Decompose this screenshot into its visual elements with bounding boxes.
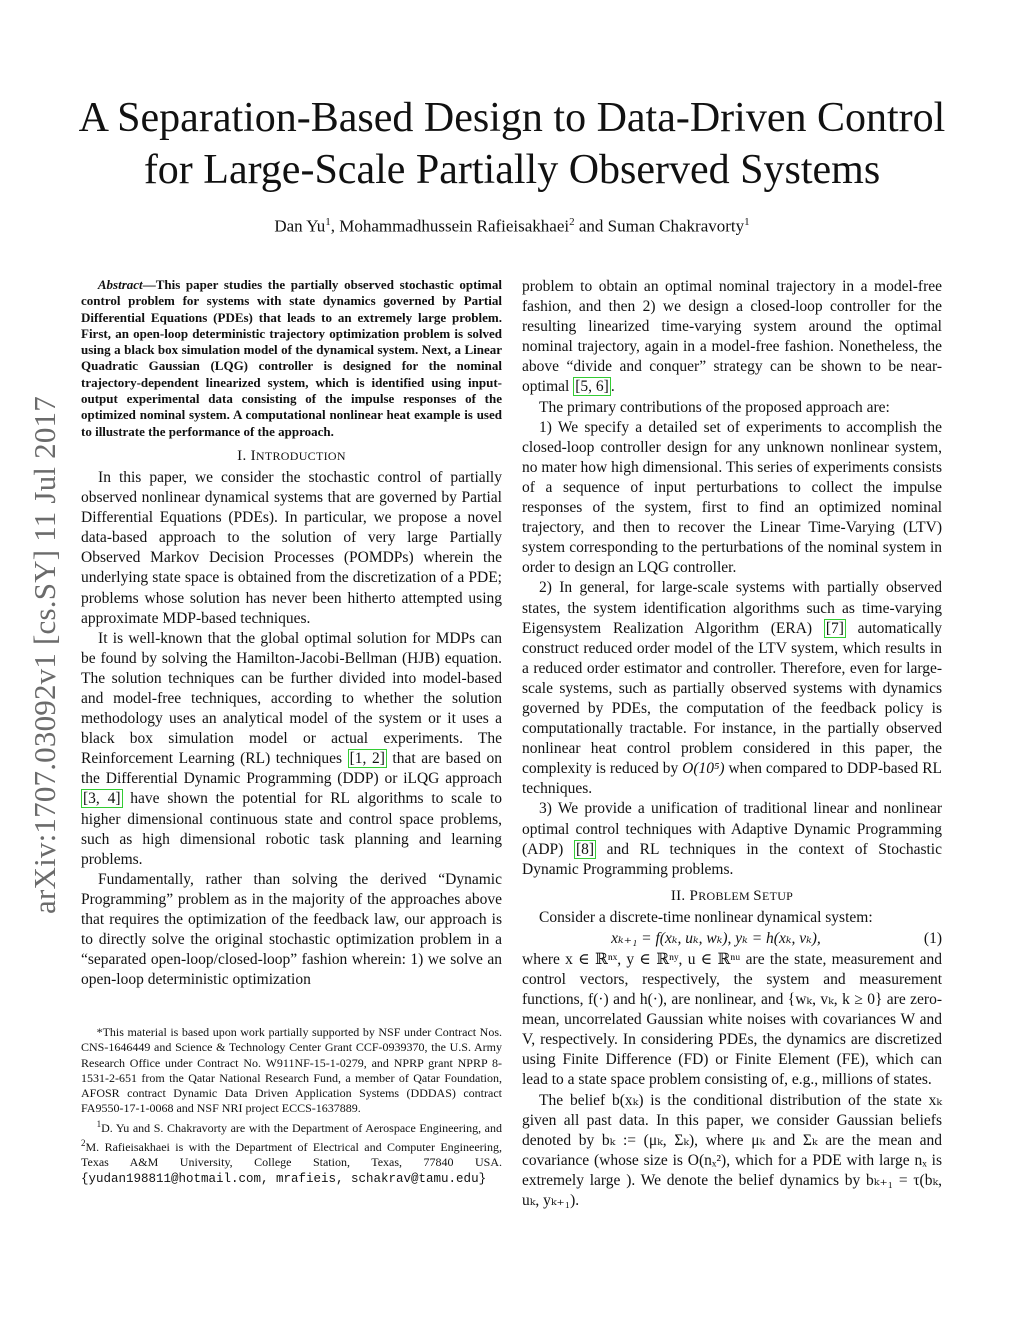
contribution-item	[522, 799, 942, 879]
section-title-rest: NTRODUCTION	[255, 448, 346, 463]
abstract-dash: —	[142, 277, 156, 292]
equation-body: xₖ₊₁ = f(xₖ, uₖ, wₖ), yₖ = h(xₖ, vₖ),	[611, 929, 821, 947]
footnotes	[81, 1025, 502, 1187]
paragraph-text: It is well-known that the global optimal solution for MDPs can be found by solving the Hamilton-Jacobi-Bellman (HJB) equation. The solution techniques can be further divided into model-based and model-free techniques, according to whether the solution methodology uses an analytical model of the system or it uses a black box simulation model or actual experiments. The Reinforcement Learning (RL) techniques	[81, 629, 502, 768]
footnote-text: D. Yu and S. Chakravorty are with the Department of Aerospace Engineering, and	[101, 1120, 502, 1135]
affiliation-footnote	[81, 1117, 502, 1187]
paragraph: where x ∈ ℝⁿˣ, y ∈ ℝⁿʸ, u ∈ ℝⁿᵘ are the state, measurement and control vectors, respectively, the system and measurement functions, f(·) and h(·), are nonlinear, and {wₖ, vₖ, k ≥ 0} are zero-mean, uncorrelated Gaussian white noises with covariances W and V, respectively. In considering PDEs, the dynamics are discretized using Finite Difference (FD) or Finite Element (FE), which can lead to a state space problem consisting of, e.g., millions of states.	[522, 950, 942, 1089]
paragraph: Consider a discrete-time nonlinear dynamical system:	[539, 908, 873, 926]
paragraph-text: 2) In general, for large-scale systems with partially observed states, the system identification algorithms such as time-varying Eigensystem Realization Algorithm (ERA)	[522, 579, 942, 637]
paragraph-text: when compared to DDP-based RL techniques.	[522, 760, 942, 798]
left-column	[81, 277, 502, 990]
author-name: Mohammadhussein Rafieisakhaei	[339, 216, 570, 236]
paragraph	[81, 629, 502, 870]
paragraph-text: and RL techniques in the context of Stochastic Dynamic Programming problems.	[522, 840, 942, 878]
footnote-mark: 2	[81, 1138, 86, 1149]
author-list	[60, 210, 964, 239]
right-column	[522, 277, 942, 1211]
funding-footnote: *This material is based upon work partially supported by NSF under Contract Nos. CNS-1646449 and Science & Technology Center Grant CCF-0939370, the U.S. Army Research Office under Contract No. W911NF-15-1-0279, and NPRP grant NPRP 8-1531-2-651 from the Qatar National Research Fund, a member of Qatar Foundation, AFOSR contract Dynamic Data Driven Application Systems (DDDAS) contract FA9550-17-1-0068 and NSF NRI project ECCS-1637889.	[81, 1025, 502, 1116]
footnote-mark: 1	[96, 1118, 102, 1129]
citation-link[interactable]: [5, 6]	[575, 378, 609, 396]
arxiv-stamp	[27, 366, 62, 944]
author-affiliation-mark: 1	[744, 216, 750, 228]
citation-link[interactable]: [8]	[575, 840, 595, 858]
paragraph: Fundamentally, rather than solving the derived “Dynamic Programming” problem as in the majority of the approaches above that requires the optimization of the feedback law, our approach is to directly solve the original stochastic optimization problem in a “separated open-loop/closed-loop” fashion wherein: 1) we solve an open-loop deterministic optimization	[81, 870, 502, 989]
section-heading-introduction	[81, 446, 502, 466]
paragraph: The belief b(xₖ) is the conditional distribution of the state xₖ given all past data. In this paper, we consider Gaussian beliefs denoted by bₖ := (μₖ, Σₖ), where μₖ and Σₖ are the mean and covariance (whose size is O(nₓ²), which for a PDE with large nₓ is extremely large ). We denote the belief dynamics by bₖ₊₁ = τ(bₖ, uₖ, yₖ₊₁).	[522, 1091, 942, 1210]
section-number: II.	[670, 887, 690, 904]
equation-number: (1)	[923, 929, 942, 947]
arxiv-stamp-text: arXiv:1707.03092v1 [cs.SY] 11 Jul 2017	[26, 396, 62, 914]
citation-link[interactable]: [3, 4]	[83, 790, 121, 808]
paragraph-text: 3) We provide a unification of traditional linear and nonlinear optimal control techniques with Adaptive Dynamic Programming (ADP)	[522, 800, 942, 858]
title-line-1: A Separation-Based Design to Data-Driven Control	[78, 95, 946, 141]
contribution-item: 1) We specify a detailed set of experiments to accomplish the closed-loop controller design for any unknown nonlinear system, no mater how high dimensional. This series of experiments consists of a sequence of input perturbations to collect the impulse responses of the system, first to find an optimized nominal trajectory, and then to recover the Linear Time-Varying (LTV) system corresponding to the perturbations of the nominal system in order to design an LQG controller.	[522, 418, 942, 577]
footnote-text: M. Rafieisakhaei is with the Department of Electrical and Computer Engineering, Texas A&M University, College Station, Texas, 77840 USA.	[81, 1140, 502, 1170]
paragraph-text: problem to obtain an optimal nominal trajectory in a model-free fashion, and then 2) we design a closed-loop controller for the resulting linearized time-varying system around the optimal nominal trajectory, again in a model-free fashion. Nonetheless, the above “divide and conquer” strategy can be shown to be near-optimal	[522, 278, 942, 396]
contribution-item	[522, 578, 942, 799]
paragraph	[522, 277, 942, 398]
author-name: Dan Yu	[274, 216, 326, 236]
citation-link[interactable]: [1, 2]	[349, 750, 385, 768]
paper-title	[60, 92, 964, 196]
title-line-2: for Large-Scale Partially Observed Systems	[143, 147, 881, 193]
section-title-cap: S	[753, 887, 762, 904]
author-affiliation-mark: 2	[569, 216, 575, 228]
citation-link[interactable]: [7]	[825, 619, 844, 637]
section-heading-problem-setup	[522, 886, 942, 906]
paragraph: The primary contributions of the proposed approach are:	[539, 398, 890, 416]
paragraph-text: have shown the potential for RL algorithms to scale to higher dimensional continuous state and control space problems, such as high dimensional robotic task planning and learning problems.	[81, 790, 502, 868]
section-title-cap: I	[250, 447, 256, 464]
abstract-text: This paper studies the partially observed stochastic optimal control problem for systems with state dynamics governed by Partial Differential Equations (PDEs) that leads to an extremely large problem. First, an open-loop deterministic trajectory optimization problem is solved using a black box simulation model of the dynamical system. Next, a Linear Quadratic Gaussian (LQG) controller is designed for the nominal trajectory-dependent linearized system, which is identified using input-output experimental data consisting of the impulse responses of the optimized nominal system. A computational nonlinear heat example is used to illustrate the performance of the approach.	[81, 277, 502, 439]
paragraph: In this paper, we consider the stochastic control of partially observed nonlinear dynamical systems that are governed by Partial Differential Equations (PDEs). In particular, we propose a novel data-based approach to the solution of very large Partially Observed Markov Decision Processes (POMDPs) wherein the underlying state space is obtained from the discretization of a PDE; problems whose solution has never been hitherto attempted using approximate MDP-based techniques.	[81, 468, 502, 627]
author-name: Suman Chakravorty	[607, 216, 745, 236]
section-title-cap: P	[689, 887, 699, 904]
author-separator: ,	[330, 216, 340, 236]
complexity-expression: O(10⁵)	[682, 760, 725, 778]
paragraph-text: that are based on the Differential Dynamic Programming (DDP) or iLQG approach	[81, 750, 502, 788]
author-separator: and	[574, 216, 608, 236]
equation-1	[522, 928, 942, 950]
section-title-rest: ROBLEM	[698, 888, 754, 903]
author-affiliation-mark: 1	[325, 216, 331, 228]
paragraph-text: .	[610, 378, 615, 396]
abstract	[81, 277, 502, 440]
abstract-label: Abstract	[97, 277, 143, 292]
paragraph-text: automatically construct reduced order model of the LTV system, which results in a reduced order estimator and controller. Therefore, even for large-scale systems, such as partially observed systems with dynamics governed by PDEs, the computation of the feedback policy is computationally tractable. For instance, in the partially observed nonlinear heat control problem considered in this paper, the complexity is reduced by	[522, 619, 943, 778]
section-title-rest: ETUP	[761, 888, 794, 903]
email-addresses[interactable]: {yudan198811@hotmail.com, mrafieis, schakrav@tamu.edu}	[81, 1171, 487, 1186]
section-number: I.	[237, 447, 251, 464]
